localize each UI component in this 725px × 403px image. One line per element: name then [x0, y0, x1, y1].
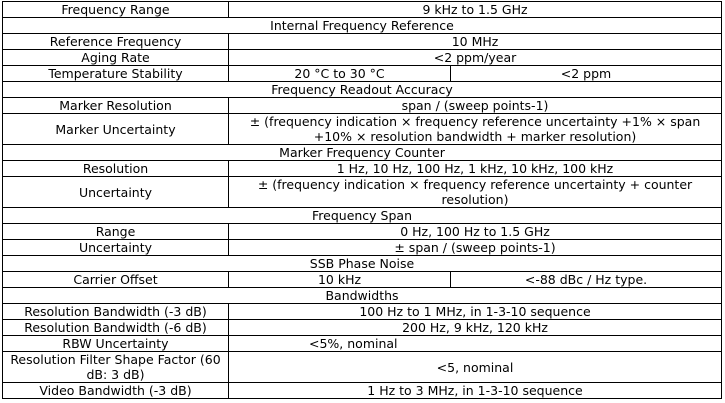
- param-label: Resolution Filter Shape Factor (60 dB: 3 dB): [3, 352, 229, 383]
- table-row: [3, 240, 722, 256]
- param-value: ± span / (sweep points-1): [229, 240, 722, 256]
- section-title: Internal Frequency Reference: [3, 18, 722, 34]
- param-label: Aging Rate: [3, 50, 229, 66]
- section-title: SSB Phase Noise: [3, 256, 722, 272]
- table-row: [3, 336, 722, 352]
- param-value: <5%, nominal: [229, 336, 722, 352]
- param-value-2: <-88 dBc / Hz type.: [451, 272, 722, 288]
- param-label: Marker Uncertainty: [3, 114, 229, 145]
- param-value: 10 MHz: [229, 34, 722, 50]
- param-value: ± (frequency indication × frequency reference uncertainty + counter resolution): [229, 177, 722, 208]
- table-row: [3, 177, 722, 208]
- param-value: <2 ppm/year: [229, 50, 722, 66]
- table-row: [3, 304, 722, 320]
- param-value-2: <2 ppm: [451, 66, 722, 82]
- param-label: Resolution: [3, 161, 229, 177]
- table-row: [3, 224, 722, 240]
- section-header-row: [3, 145, 722, 161]
- param-label: Uncertainty: [3, 177, 229, 208]
- section-header-row: [3, 208, 722, 224]
- table-row: [3, 161, 722, 177]
- table-row: [3, 320, 722, 336]
- table-row: [3, 383, 722, 399]
- specifications-table: [2, 1, 722, 399]
- table-row: [3, 352, 722, 383]
- param-value: 1 Hz, 10 Hz, 100 Hz, 1 kHz, 10 kHz, 100 kHz: [229, 161, 722, 177]
- param-label: Range: [3, 224, 229, 240]
- section-header-row: [3, 288, 722, 304]
- table-row: [3, 98, 722, 114]
- section-header-row: [3, 82, 722, 98]
- param-value: 1 Hz to 3 MHz, in 1-3-10 sequence: [229, 383, 722, 399]
- param-value: 0 Hz, 100 Hz to 1.5 GHz: [229, 224, 722, 240]
- section-title: Bandwidths: [3, 288, 722, 304]
- param-label: Resolution Bandwidth (-6 dB): [3, 320, 229, 336]
- section-header-row: [3, 18, 722, 34]
- table-row: [3, 272, 722, 288]
- table-row: [3, 114, 722, 145]
- param-label: Video Bandwidth (-3 dB): [3, 383, 229, 399]
- param-value: <5, nominal: [229, 352, 722, 383]
- table-row: [3, 2, 722, 18]
- param-value: ± (frequency indication × frequency reference uncertainty +1% × span +10% × resolution bandwidth + marker resolution): [229, 114, 722, 145]
- param-value: 100 Hz to 1 MHz, in 1-3-10 sequence: [229, 304, 722, 320]
- param-value: 9 kHz to 1.5 GHz: [229, 2, 722, 18]
- section-header-row: [3, 256, 722, 272]
- section-title: Frequency Span: [3, 208, 722, 224]
- param-label: Temperature Stability: [3, 66, 229, 82]
- param-label: Frequency Range: [3, 2, 229, 18]
- param-label: RBW Uncertainty: [3, 336, 229, 352]
- table-row: [3, 50, 722, 66]
- section-title: Marker Frequency Counter: [3, 145, 722, 161]
- param-label: Marker Resolution: [3, 98, 229, 114]
- param-label: Reference Frequency: [3, 34, 229, 50]
- section-title: Frequency Readout Accuracy: [3, 82, 722, 98]
- param-label: Carrier Offset: [3, 272, 229, 288]
- table-row: [3, 66, 722, 82]
- param-label: Resolution Bandwidth (-3 dB): [3, 304, 229, 320]
- param-value: 200 Hz, 9 kHz, 120 kHz: [229, 320, 722, 336]
- table-row: [3, 34, 722, 50]
- param-label: Uncertainty: [3, 240, 229, 256]
- param-value: 10 kHz: [229, 272, 451, 288]
- param-value: 20 °C to 30 °C: [229, 66, 451, 82]
- param-value: span / (sweep points-1): [229, 98, 722, 114]
